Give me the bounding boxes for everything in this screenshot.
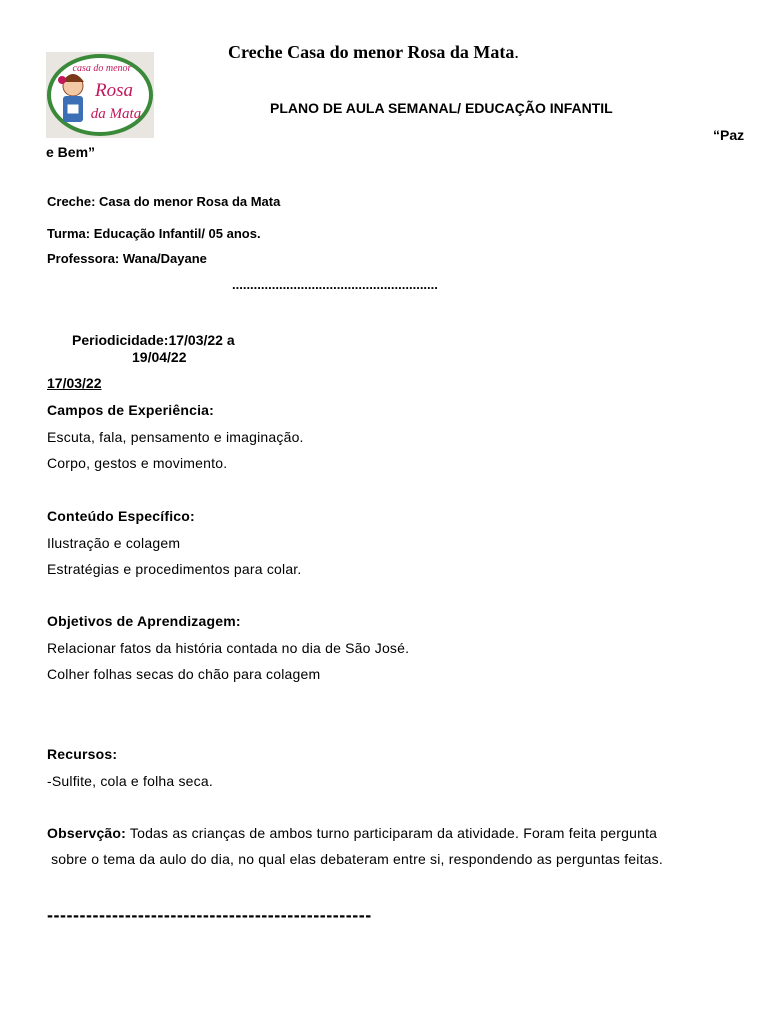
dotted-separator: ......................................................... xyxy=(232,277,438,292)
creche-name: Creche: Casa do menor Rosa da Mata xyxy=(47,194,281,209)
periodicidade xyxy=(72,332,235,366)
svg-text:casa do menor: casa do menor xyxy=(72,63,132,74)
campos-heading: Campos de Experiência: xyxy=(47,402,215,418)
turma: Turma: Educação Infantil/ 05 anos. xyxy=(47,226,261,241)
objetivos-item: Relacionar fatos da história contada no dia de São José. xyxy=(47,640,410,656)
recursos-heading: Recursos: xyxy=(47,746,118,762)
conteudo-item: Ilustração e colagem xyxy=(47,535,181,551)
svg-text:da Mata: da Mata xyxy=(90,106,142,122)
recursos-text: -Sulfite, cola e folha seca. xyxy=(47,773,213,789)
conteudo-heading: Conteúdo Específico: xyxy=(47,508,195,524)
school-logo xyxy=(46,52,154,138)
plan-title: PLANO DE AULA SEMANAL/ EDUCAÇÃO INFANTIL xyxy=(270,100,613,116)
campos-item: Corpo, gestos e movimento. xyxy=(47,455,228,471)
professora: Professora: Wana/Dayane xyxy=(47,251,207,266)
conteudo-item: Estratégias e procedimentos para colar. xyxy=(47,561,302,577)
motto-part2: e Bem” xyxy=(46,144,96,160)
observacao-line2: sobre o tema da aulo do dia, no qual elas debateram entre si, respondendo as perguntas feitas. xyxy=(47,851,663,867)
motto-part1: “Paz xyxy=(713,127,745,143)
observacao-line1: Observção: Todas as crianças de ambos turno participaram da atividade. Foram feita pergunta xyxy=(47,825,658,841)
observacao-label: Observção: xyxy=(47,825,127,841)
period-line2: 19/04/22 xyxy=(132,349,187,365)
day-date: 17/03/22 xyxy=(47,375,102,391)
objetivos-heading: Objetivos de Aprendizagem: xyxy=(47,613,241,629)
objetivos-item: Colher folhas secas do chão para colagem xyxy=(47,666,321,682)
svg-text:Rosa: Rosa xyxy=(95,80,133,101)
period-line1: Periodicidade:17/03/22 a xyxy=(72,332,235,348)
school-title: Creche Casa do menor Rosa da Mata. xyxy=(228,42,519,62)
footer-dashed-rule: -------------------------------------------------- xyxy=(47,905,372,925)
campos-item: Escuta, fala, pensamento e imaginação. xyxy=(47,429,304,445)
